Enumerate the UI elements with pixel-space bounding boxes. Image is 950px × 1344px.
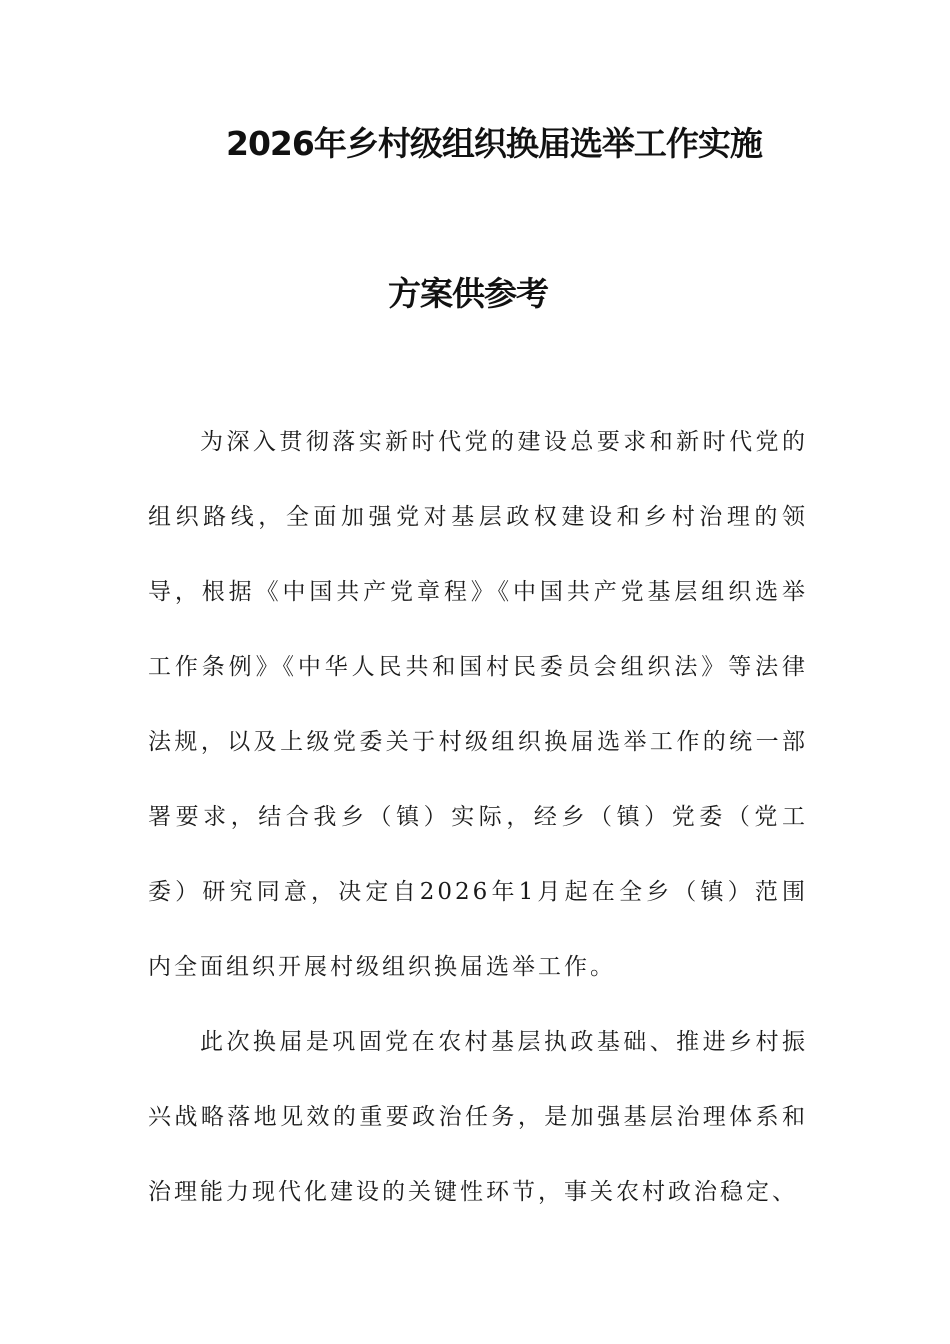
document-title-line-1: 2026年乡村级组织换届选举工作实施 (226, 124, 762, 163)
document-title-line-2: 方案供参考 (388, 274, 548, 313)
body-paragraph-1: 为深入贯彻落实新时代党的建设总要求和新时代党的组织路线，全面加强党对基层政权建设和乡村治理的领导，根据《中国共产党章程》《中国共产党基层组织选举工作条例》《中华人民共和国村民委员会组织法》等法律法规，以及上级党委关于村级组织换届选举工作的统一部署要求，结合我乡（镇）实际，经乡（镇）党委（党工委）研究同意，决定自2026年1月起在全乡（镇）范围内全面组织开展村级组织换届选举工作。 (148, 429, 808, 980)
body-paragraph-2: 此次换届是巩固党在农村基层执政基础、推进乡村振兴战略落地见效的重要政治任务，是加强基层治理体系和治理能力现代化建设的关键性环节，事关农村政治稳定、 (148, 1029, 808, 1205)
